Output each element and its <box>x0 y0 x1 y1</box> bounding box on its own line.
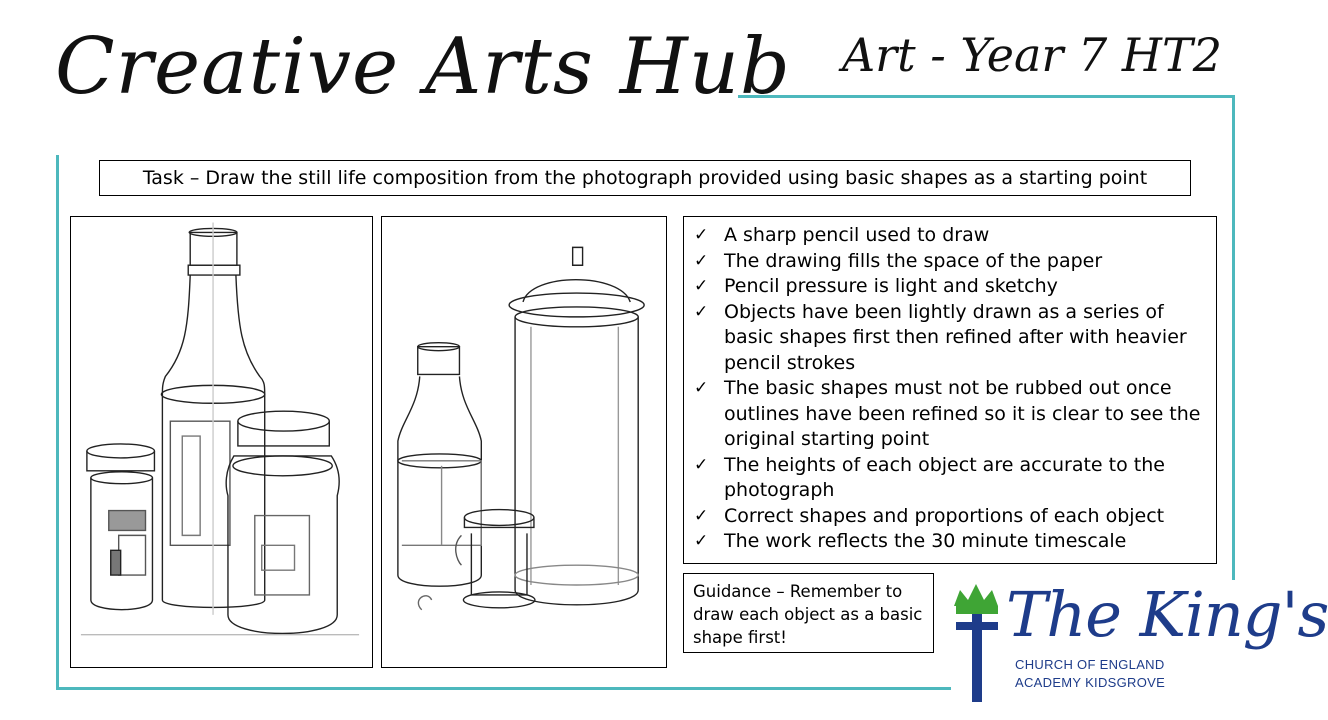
task-box <box>99 160 1191 196</box>
checklist-item-text: Pencil pressure is light and sketchy <box>724 275 1058 297</box>
checklist-item <box>694 504 1206 530</box>
guidance-box <box>683 573 934 653</box>
guidance-text: Guidance – Remember to draw each object as a basic shape first! <box>693 582 923 647</box>
success-criteria-checklist <box>683 216 1217 564</box>
logo-line-1: CHURCH OF ENGLAND <box>1015 657 1165 672</box>
checklist-item-text: Correct shapes and proportions of each object <box>724 504 1165 527</box>
page-subtitle: Art - Year 7 HT2 <box>841 28 1222 82</box>
checklist-item-text: The heights of each object are accurate to the photograph <box>724 453 1165 501</box>
logo-line-2: ACADEMY KIDSGROVE <box>1015 675 1166 690</box>
check-icon: ✓ <box>694 531 709 551</box>
checklist-item <box>694 249 1206 275</box>
checklist-item-text: Objects have been lightly drawn as a series of basic shapes first then refined after with heavier pencil strokes <box>724 300 1187 374</box>
logo-name: The King's <box>1006 578 1328 651</box>
frame-bottom-line <box>56 687 951 690</box>
crown-cross-icon <box>948 578 1008 708</box>
check-icon: ✓ <box>694 250 709 271</box>
checklist-item <box>694 453 1206 504</box>
checklist-item-text: The basic shapes must not be rubbed out once outlines have been refined so it is clear to see the original starting point <box>724 377 1201 450</box>
sketch-image-2 <box>381 216 667 668</box>
frame-top-line <box>738 95 1235 98</box>
checklist-item-text: A sharp pencil used to draw <box>724 224 990 246</box>
check-icon: ✓ <box>694 505 709 526</box>
task-text: Task – Draw the still life composition from the photograph provided using basic shapes as a starting point <box>142 167 1148 189</box>
still-life-sketch-2 <box>382 217 666 667</box>
checklist-item-text: The drawing fills the space of the paper <box>724 249 1103 272</box>
check-icon: ✓ <box>694 378 709 398</box>
check-icon: ✓ <box>694 225 709 245</box>
checklist-item-text: The work reflects the 30 minute timescale <box>724 530 1127 552</box>
school-logo <box>948 578 1328 708</box>
frame-left-line <box>56 155 59 690</box>
checklist-item <box>694 274 1206 300</box>
checklist-item <box>694 300 1206 377</box>
checklist-item <box>694 376 1206 453</box>
page-title: Creative Arts Hub <box>55 22 791 112</box>
frame-right-line <box>1232 95 1235 580</box>
still-life-sketch-1 <box>71 217 372 667</box>
checklist-item <box>694 223 1206 249</box>
check-icon: ✓ <box>694 454 709 475</box>
check-icon: ✓ <box>694 301 709 322</box>
checklist-item <box>694 529 1206 555</box>
sketch-image-1 <box>70 216 373 668</box>
check-icon: ✓ <box>694 276 709 296</box>
